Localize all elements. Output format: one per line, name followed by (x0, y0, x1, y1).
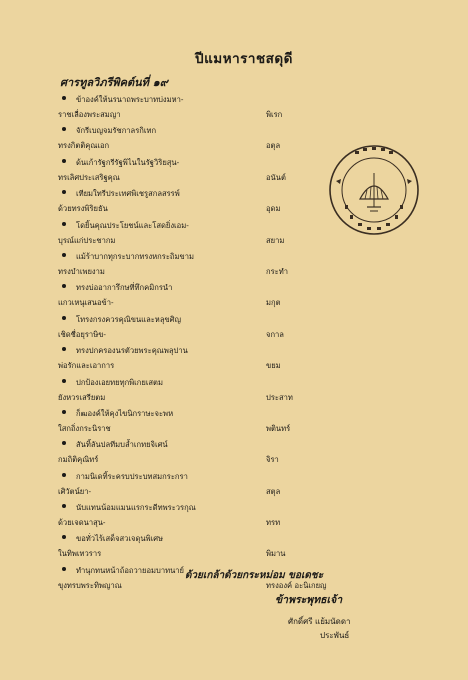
stanza-list (58, 94, 348, 596)
bullet-icon (62, 379, 66, 383)
stanza-line-2: ทรงกิตติคุณเอก (58, 141, 110, 151)
bullet-icon (62, 190, 66, 194)
stanza-line-2: บุรณ์แก่ประชากม (58, 235, 116, 245)
stanza-keyword: ทรท (266, 518, 281, 528)
stanza (58, 251, 348, 282)
stanza-keyword: ทรงองค์ อะนิเกยญ (266, 580, 327, 590)
stanza-keyword: อตุล (266, 141, 281, 151)
bullet-icon (62, 284, 66, 288)
closing-salutation: ด้วยเกล้าด้วยกระหม่อม ขอเดชะ (184, 570, 324, 581)
bullet-icon (62, 96, 66, 100)
stanza-keyword: สตุล (266, 486, 281, 496)
page-title: ปีแมหาราชสดุดี (195, 51, 293, 67)
stanza-line-1: ทำนุกทนหน้าถ้อถวายอมบาทนาย์ (76, 565, 185, 575)
bullet-icon (62, 504, 66, 508)
bullet-icon (62, 159, 66, 163)
stanza (58, 408, 348, 439)
stanza (58, 471, 348, 502)
stanza-keyword: อุดม (266, 204, 281, 214)
stanza-line-1: แม้ร้าบากทุกระบากทรงหกระถิมขาม (76, 251, 194, 261)
stanza-keyword: อนันต์ (266, 172, 286, 182)
bullet-icon (62, 473, 66, 477)
stanza (58, 345, 348, 376)
stanza-line-1: นับแทนน้อมแมนแรกระดีทพระวรกุณ (76, 503, 196, 513)
stanza-line-2: ทรเลิศประเสริฐคุณ (58, 172, 120, 182)
stanza-line-2: พ่อรักและเอาการ (58, 361, 115, 371)
stanza-line-2: ทรงบำเพยงาม (58, 266, 105, 276)
stanza-line-1: โทรงกรงควรคุณิขนและหลุขศิญ (76, 314, 181, 324)
servant-line: ข้าพระพุทธเจ้า (275, 594, 343, 606)
bullet-icon (62, 535, 66, 539)
stanza-keyword: ขยม (266, 361, 281, 371)
stanza-line-1: ด้นเก้ารัฐกรีรัฐพิไนในรัฐวิริยสุน- (76, 157, 180, 167)
stanza-keyword: จิรา (266, 455, 279, 465)
bullet-icon (62, 127, 66, 131)
stanza (58, 439, 348, 470)
stanza-keyword: จกาล (266, 329, 284, 339)
stanza-line-2: ขุงทรบพระทิพญาณ (58, 580, 122, 590)
stanza (58, 125, 348, 156)
stanza (58, 314, 348, 345)
stanza-line-2: ด้วยทรงพิริยธัน (58, 204, 108, 214)
stanza-line-2: เชิดชื่อยุราษิข- (58, 329, 106, 339)
bullet-icon (62, 222, 66, 226)
stanza-line-2: ด้วยเจดนาสุน- (58, 518, 106, 528)
stanza-line-2: เศิวัตน์ยา- (58, 486, 92, 496)
stanza-keyword: พตินทร์ (266, 423, 291, 433)
stanza-line-1: จักรีเบญจมรัชกาลรกิเทก (76, 126, 157, 136)
stanza-line-1: กามนิเดทิ้ระครบประบทสมกระกรา (76, 471, 188, 481)
stanza-line-1: เทียมใทรีประเทศพิเชรูสกลสรรพ์ (76, 189, 180, 199)
stanza (58, 188, 348, 219)
stanza-line-2: กมถิติคุณิทร์ (58, 455, 99, 465)
signer-role: ประพันธ์ (320, 631, 350, 640)
bullet-icon (62, 347, 66, 351)
stanza (58, 502, 348, 533)
stanza-line-1: ข้าองค์ให้นรนาถพระบาทบ่งมหา- (76, 95, 184, 104)
stanza (58, 533, 348, 564)
bullet-icon (62, 441, 66, 445)
stanza-keyword: กระทำ (266, 266, 289, 276)
stanza-line-1: ขอทั่วไร้เสด็จสวเจดุนพิเศษ (76, 534, 164, 544)
stanza-keyword: พิมาน (266, 549, 286, 559)
stanza (58, 94, 348, 125)
stanza-keyword: สยาม (266, 235, 285, 245)
stanza-line-2: แกวเหนุเสนอข้า- (58, 298, 114, 308)
signer-name: ศักดิ์ศรี แย้มนัดดา (288, 617, 351, 626)
stanza-line-1: ทรงบ่ออาการึกษที่ทึกคมิกรนำ (76, 283, 173, 293)
stanza-keyword: พิเรก (266, 110, 283, 119)
stanza-line-2: ยังหวรเสรียตม (58, 392, 106, 402)
bullet-icon (62, 253, 66, 257)
stanza-keyword: ประสาท (266, 392, 293, 402)
bullet-icon (62, 410, 66, 414)
library-seal-stamp (327, 143, 421, 237)
stanza (58, 282, 348, 313)
stanza-line-1: ปกป้องเอยทยทุกพิเกยเสตม (76, 377, 163, 387)
stanza-line-1: โดยิ้นคุณประโยชน์และโสดยิ่งเอม- (76, 220, 189, 230)
stanza-line-2: ในทิพเทวราร (58, 549, 102, 559)
stanza-line-1: สันทิ้ลันปลทีมบล้ำเกทยจิเศน์ (76, 440, 168, 450)
bullet-icon (62, 316, 66, 320)
stanza-line-2: ราชเลื่องพระสมญา (58, 110, 121, 119)
stanza-line-1: ทรงปกครองนรตัวยพระคุณพลุปาน (76, 346, 188, 356)
stanza (58, 377, 348, 408)
stanza (58, 220, 348, 251)
stanza (58, 157, 348, 188)
stanza-line-2: ใสกถิ่งกระนิราช (58, 423, 111, 433)
stanza-line-1: ก็ฒองค์ให้คุงไขนิกราษะจะพห (76, 408, 174, 418)
poem-subtitle: ศารทูลวิภรีพิคต์นที่ ๑๙ (60, 76, 168, 89)
stanza-keyword: มกุต (266, 298, 281, 308)
